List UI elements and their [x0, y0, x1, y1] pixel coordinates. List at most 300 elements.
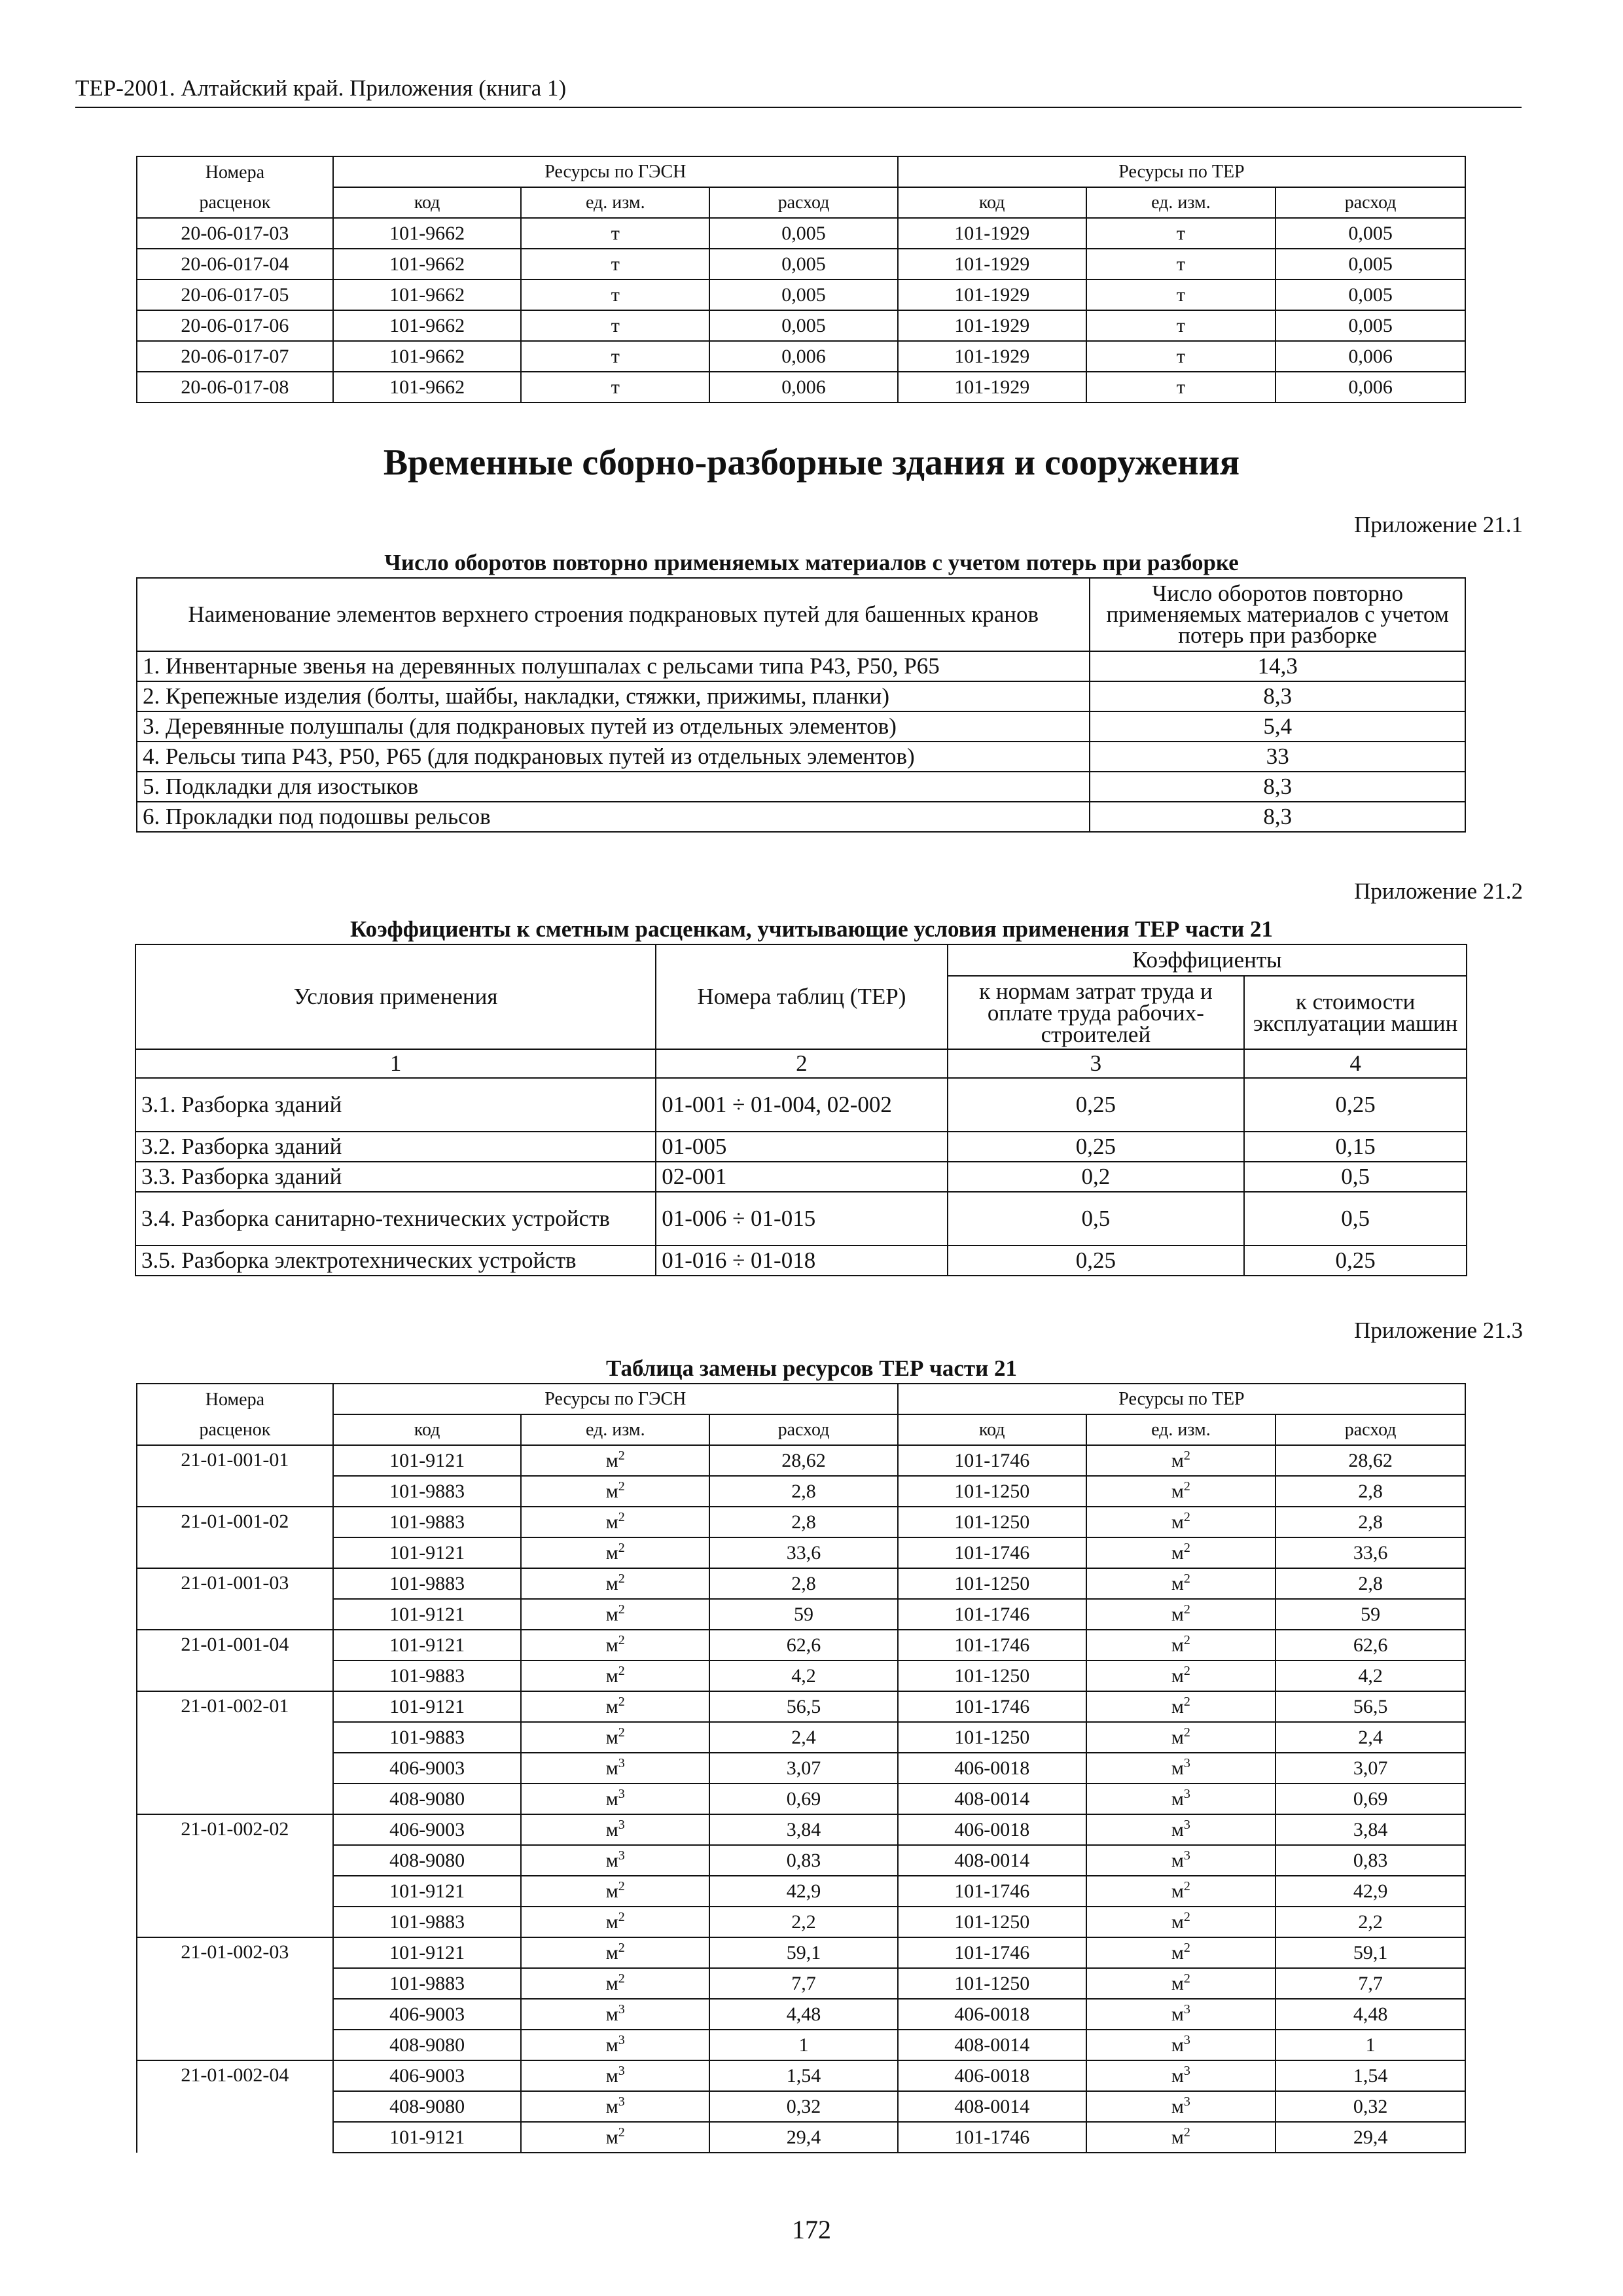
cell-rate-number: [137, 1753, 333, 1784]
table-row: [135, 1132, 1467, 1162]
cell-gesn-code: 101-9883: [333, 1722, 522, 1753]
unit-exponent: 3: [1183, 1756, 1190, 1770]
cell-ter-usage: 28,62: [1275, 1445, 1465, 1476]
cell-ter-code: 101-1929: [898, 279, 1086, 310]
cell-table-numbers: 01-005: [656, 1132, 947, 1162]
cell-ter-usage: 0,005: [1275, 218, 1465, 249]
cell-gesn-unit: т: [521, 372, 709, 403]
cell-ter-usage: 29,4: [1275, 2122, 1465, 2153]
cell-ter-unit: $м^2$: [1086, 1907, 1276, 1937]
unit-exponent: 2: [1183, 1602, 1190, 1617]
cell-gesn-usage: 0,006: [709, 372, 898, 403]
table-row: [137, 1907, 1465, 1937]
col-conditions: Условия применения: [135, 944, 656, 1049]
cell-element-name: 6. Прокладки под подошвы рельсов: [137, 802, 1090, 832]
table-row: [137, 1845, 1465, 1876]
cell-machine-coef: 0,5: [1244, 1192, 1467, 1246]
appendix-label-21-1: Приложение 21.1: [1354, 512, 1523, 537]
cell-element-name: 3. Деревянные полушпалы (для подкрановых путей из отдельных элементов): [137, 711, 1090, 742]
cell-rate-number: [137, 1845, 333, 1876]
cell-ter-unit: $м^2$: [1086, 1568, 1276, 1599]
cell-ter-unit: т: [1086, 249, 1276, 279]
cell-ter-unit: т: [1086, 218, 1276, 249]
cell-ter-unit: т: [1086, 310, 1276, 341]
cell-machine-coef: 0,25: [1244, 1246, 1467, 1276]
cell-gesn-code: 101-9121: [333, 1876, 522, 1907]
cell-ter-code: 101-1250: [898, 1568, 1086, 1599]
col-code-header: код: [898, 1414, 1086, 1445]
cell-rate-number: [137, 2091, 333, 2122]
cell-ter-usage: 4,48: [1275, 1999, 1465, 2030]
unit-exponent: 2: [1183, 1448, 1190, 1463]
cell-gesn-code: 101-9883: [333, 1907, 522, 1937]
cell-rate-number: 21-01-001-01: [137, 1445, 333, 1476]
cell-gesn-unit: т: [521, 310, 709, 341]
unit-exponent: 2: [618, 1541, 625, 1555]
cell-element-name: 2. Крепежные изделия (болты, шайбы, накладки, стяжки, прижимы, планки): [137, 681, 1090, 711]
unit-exponent: 3: [618, 2094, 625, 2109]
cell-gesn-code: 101-9883: [333, 1507, 522, 1537]
cell-ter-unit: $м^2$: [1086, 1445, 1276, 1476]
cell-gesn-unit: $м^2$: [521, 1937, 709, 1968]
unit-exponent: 2: [1183, 1725, 1190, 1740]
cell-gesn-usage: 0,005: [709, 279, 898, 310]
col-number-header: Номера: [137, 1384, 333, 1414]
cell-machine-coef: 0,15: [1244, 1132, 1467, 1162]
unit-exponent: 3: [618, 2033, 625, 2047]
cell-ter-code: 406-0018: [898, 2060, 1086, 2091]
col-number-header-2: расценок: [137, 1414, 333, 1445]
col-num-1: 1: [135, 1049, 656, 1078]
cell-turnover: 8,3: [1090, 772, 1465, 802]
table-row: [137, 651, 1465, 681]
cell-gesn-usage: 0,69: [709, 1784, 898, 1814]
cell-gesn-usage: 7,7: [709, 1968, 898, 1999]
cell-ter-usage: 0,005: [1275, 310, 1465, 341]
cell-gesn-usage: 2,4: [709, 1722, 898, 1753]
cell-gesn-usage: 0,005: [709, 218, 898, 249]
cell-gesn-usage: 1: [709, 2030, 898, 2060]
unit-exponent: 2: [618, 1602, 625, 1617]
cell-gesn-unit: $м^2$: [521, 1476, 709, 1507]
cell-gesn-unit: $м^3$: [521, 1845, 709, 1876]
cell-rate-number: 20-06-017-05: [137, 279, 333, 310]
appendix-caption-21-3: Таблица замены ресурсов ТЕР части 21: [606, 1355, 1017, 1381]
cell-ter-unit: т: [1086, 279, 1276, 310]
cell-element-name: 4. Рельсы типа Р43, Р50, Р65 (для подкрановых путей из отдельных элементов): [137, 742, 1090, 772]
cell-ter-usage: 2,8: [1275, 1476, 1465, 1507]
cell-gesn-usage: 33,6: [709, 1537, 898, 1568]
col-machine-coef: к стоимости эксплуатации машин: [1244, 976, 1467, 1049]
cell-gesn-unit: $м^2$: [521, 1507, 709, 1537]
unit-exponent: 2: [618, 1971, 625, 1986]
col-coefficients: Коэффициенты: [948, 944, 1467, 976]
cell-ter-usage: 2,2: [1275, 1907, 1465, 1937]
cell-ter-unit: $м^2$: [1086, 1599, 1276, 1630]
unit-exponent: 2: [618, 1695, 625, 1709]
table-row: [137, 218, 1465, 249]
cell-ter-usage: 56,5: [1275, 1691, 1465, 1722]
cell-gesn-code: 101-9121: [333, 1599, 522, 1630]
cell-ter-usage: 3,84: [1275, 1814, 1465, 1845]
cell-gesn-unit: $м^2$: [521, 1722, 709, 1753]
cell-ter-unit: $м^3$: [1086, 2060, 1276, 2091]
col-code-header: код: [333, 1414, 522, 1445]
cell-gesn-code: 101-9883: [333, 1568, 522, 1599]
cell-ter-usage: 3,07: [1275, 1753, 1465, 1784]
cell-ter-code: 101-1250: [898, 1476, 1086, 1507]
cell-rate-number: 20-06-017-07: [137, 341, 333, 372]
table-row: [137, 1722, 1465, 1753]
unit-exponent: 3: [618, 1848, 625, 1863]
cell-rate-number: 21-01-001-02: [137, 1507, 333, 1537]
col-usage-header: расход: [709, 1414, 898, 1445]
cell-ter-code: 101-1250: [898, 1722, 1086, 1753]
cell-gesn-unit: т: [521, 341, 709, 372]
unit-exponent: 2: [1183, 1633, 1190, 1647]
cell-turnover: 8,3: [1090, 681, 1465, 711]
table-row: [137, 2122, 1465, 2153]
cell-gesn-code: 101-9662: [333, 310, 522, 341]
cell-gesn-code: 101-9883: [333, 1476, 522, 1507]
cell-gesn-usage: 4,48: [709, 1999, 898, 2030]
cell-gesn-usage: 2,2: [709, 1907, 898, 1937]
cell-ter-code: 101-1929: [898, 372, 1086, 403]
cell-gesn-unit: $м^2$: [521, 1445, 709, 1476]
unit-exponent: 3: [1183, 1787, 1190, 1801]
unit-exponent: 2: [618, 1941, 625, 1955]
section-title: Временные сборно-разборные здания и сооружения: [383, 442, 1240, 483]
unit-exponent: 3: [1183, 2002, 1190, 2017]
cell-rate-number: [137, 1784, 333, 1814]
unit-exponent: 3: [618, 1787, 625, 1801]
unit-exponent: 2: [1183, 1479, 1190, 1494]
cell-gesn-unit: т: [521, 279, 709, 310]
col-unit-header: ед. изм.: [1086, 1414, 1276, 1445]
unit-exponent: 2: [618, 1571, 625, 1586]
cell-ter-code: 101-1746: [898, 1630, 1086, 1660]
table-row: [135, 1162, 1467, 1192]
cell-machine-coef: 0,25: [1244, 1078, 1467, 1132]
cell-ter-unit: $м^2$: [1086, 1968, 1276, 1999]
cell-rate-number: 21-01-002-04: [137, 2060, 333, 2091]
cell-ter-usage: 2,8: [1275, 1568, 1465, 1599]
table-row: [137, 1599, 1465, 1630]
cell-condition: 3.4. Разборка санитарно-технических устройств: [135, 1192, 656, 1246]
cell-gesn-code: 101-9121: [333, 1691, 522, 1722]
cell-gesn-unit: $м^3$: [521, 1814, 709, 1845]
unit-exponent: 2: [1183, 1695, 1190, 1709]
cell-gesn-usage: 28,62: [709, 1445, 898, 1476]
cell-gesn-unit: $м^2$: [521, 1537, 709, 1568]
cell-gesn-unit: $м^3$: [521, 1753, 709, 1784]
table-row: [137, 681, 1465, 711]
cell-rate-number: [137, 1660, 333, 1691]
cell-gesn-code: 101-9121: [333, 2122, 522, 2153]
cell-gesn-code: 101-9662: [333, 341, 522, 372]
resource-table-20: [136, 156, 1466, 403]
cell-ter-unit: $м^2$: [1086, 1630, 1276, 1660]
cell-ter-code: 101-1929: [898, 249, 1086, 279]
cell-ter-usage: 62,6: [1275, 1630, 1465, 1660]
cell-ter-unit: $м^2$: [1086, 1507, 1276, 1537]
cell-ter-unit: $м^2$: [1086, 1476, 1276, 1507]
cell-ter-unit: $м^3$: [1086, 1753, 1276, 1784]
cell-gesn-unit: т: [521, 249, 709, 279]
cell-rate-number: [137, 1476, 333, 1507]
table-row: [137, 2060, 1465, 2091]
cell-rate-number: 21-01-001-03: [137, 1568, 333, 1599]
table-row: [137, 1968, 1465, 1999]
unit-exponent: 2: [618, 1448, 625, 1463]
col-number-header-2: расценок: [137, 187, 333, 218]
cell-ter-unit: $м^2$: [1086, 1660, 1276, 1691]
table-row: [137, 1568, 1465, 1599]
cell-gesn-usage: 3,84: [709, 1814, 898, 1845]
unit-exponent: 3: [618, 2002, 625, 2017]
cell-labor-coef: 0,5: [948, 1192, 1245, 1246]
cell-table-numbers: 02-001: [656, 1162, 947, 1192]
cell-ter-code: 406-0018: [898, 1814, 1086, 1845]
unit-exponent: 3: [1183, 2064, 1190, 2078]
turnover-table: [136, 577, 1466, 833]
cell-gesn-usage: 42,9: [709, 1876, 898, 1907]
cell-gesn-usage: 29,4: [709, 2122, 898, 2153]
table-row: [137, 1753, 1465, 1784]
resource-table-21: [136, 1383, 1466, 2153]
cell-gesn-code: 101-9121: [333, 1630, 522, 1660]
cell-gesn-code: 408-9080: [333, 2030, 522, 2060]
cell-ter-unit: $м^2$: [1086, 1937, 1276, 1968]
cell-gesn-code: 101-9662: [333, 279, 522, 310]
unit-exponent: 3: [1183, 2094, 1190, 2109]
unit-exponent: 2: [618, 1725, 625, 1740]
cell-gesn-code: 101-9662: [333, 372, 522, 403]
cell-ter-usage: 0,005: [1275, 249, 1465, 279]
cell-ter-unit: $м^3$: [1086, 1784, 1276, 1814]
appendix-caption-21-1: Число оборотов повторно применяемых материалов с учетом потерь при разборке: [384, 550, 1239, 575]
table-row: [137, 1476, 1465, 1507]
table-row: [137, 1537, 1465, 1568]
col-unit-header: ед. изм.: [521, 187, 709, 218]
cell-gesn-unit: $м^3$: [521, 2060, 709, 2091]
cell-ter-code: 101-1250: [898, 1907, 1086, 1937]
table-row: [137, 310, 1465, 341]
cell-gesn-code: 406-9003: [333, 1814, 522, 1845]
col-number-header: Номера: [137, 156, 333, 187]
cell-gesn-usage: 0,005: [709, 249, 898, 279]
unit-exponent: 3: [1183, 1818, 1190, 1832]
cell-ter-code: 408-0014: [898, 2030, 1086, 2060]
cell-gesn-code: 408-9080: [333, 1845, 522, 1876]
unit-exponent: 2: [1183, 1910, 1190, 1924]
cell-ter-usage: 1: [1275, 2030, 1465, 2060]
cell-turnover: 33: [1090, 742, 1465, 772]
cell-ter-code: 101-1250: [898, 1507, 1086, 1537]
unit-exponent: 2: [618, 1664, 625, 1678]
cell-element-name: 1. Инвентарные звенья на деревянных полушпалах с рельсами типа Р43, Р50, Р65: [137, 651, 1090, 681]
cell-ter-usage: 7,7: [1275, 1968, 1465, 1999]
cell-ter-code: 101-1250: [898, 1660, 1086, 1691]
cell-ter-code: 408-0014: [898, 1784, 1086, 1814]
cell-gesn-usage: 0,32: [709, 2091, 898, 2122]
table-row: [137, 1784, 1465, 1814]
table-row: [137, 1999, 1465, 2030]
cell-condition: 3.2. Разборка зданий: [135, 1132, 656, 1162]
table-row: [135, 1246, 1467, 1276]
cell-gesn-unit: $м^2$: [521, 1691, 709, 1722]
cell-gesn-unit: $м^3$: [521, 2030, 709, 2060]
cell-gesn-unit: $м^2$: [521, 1968, 709, 1999]
cell-gesn-code: 406-9003: [333, 1999, 522, 2030]
unit-exponent: 2: [618, 1479, 625, 1494]
cell-machine-coef: 0,5: [1244, 1162, 1467, 1192]
col-ter-header: Ресурсы по ТЕР: [898, 1384, 1465, 1414]
unit-exponent: 2: [618, 1879, 625, 1893]
table-row: [137, 1630, 1465, 1660]
unit-exponent: 2: [1183, 1664, 1190, 1678]
unit-exponent: 2: [1183, 1879, 1190, 1893]
col-gesn-header: Ресурсы по ГЭСН: [333, 156, 898, 187]
appendix-label-21-3: Приложение 21.3: [1354, 1318, 1523, 1343]
cell-turnover: 14,3: [1090, 651, 1465, 681]
cell-gesn-code: 406-9003: [333, 2060, 522, 2091]
unit-exponent: 2: [618, 1910, 625, 1924]
col-usage-header: расход: [1275, 1414, 1465, 1445]
unit-exponent: 3: [618, 1756, 625, 1770]
coefficients-table: [135, 944, 1467, 1276]
cell-gesn-usage: 62,6: [709, 1630, 898, 1660]
cell-gesn-unit: $м^2$: [521, 1630, 709, 1660]
table-row: [137, 1937, 1465, 1968]
cell-rate-number: 21-01-002-01: [137, 1691, 333, 1722]
col-unit-header: ед. изм.: [1086, 187, 1276, 218]
col-num-4: 4: [1244, 1049, 1467, 1078]
cell-rate-number: [137, 1876, 333, 1907]
cell-ter-unit: $м^3$: [1086, 1845, 1276, 1876]
unit-exponent: 2: [1183, 1510, 1190, 1524]
cell-labor-coef: 0,2: [948, 1162, 1245, 1192]
table-row: [137, 341, 1465, 372]
cell-gesn-code: 101-9662: [333, 218, 522, 249]
cell-gesn-code: 101-9121: [333, 1937, 522, 1968]
cell-gesn-usage: 3,07: [709, 1753, 898, 1784]
cell-gesn-code: 406-9003: [333, 1753, 522, 1784]
cell-labor-coef: 0,25: [948, 1246, 1245, 1276]
cell-rate-number: 20-06-017-03: [137, 218, 333, 249]
cell-rate-number: 21-01-002-03: [137, 1937, 333, 1968]
cell-gesn-usage: 0,83: [709, 1845, 898, 1876]
cell-gesn-usage: 0,005: [709, 310, 898, 341]
cell-ter-unit: $м^3$: [1086, 2030, 1276, 2060]
unit-exponent: 3: [618, 2064, 625, 2078]
cell-gesn-code: 408-9080: [333, 2091, 522, 2122]
cell-ter-unit: $м^2$: [1086, 1691, 1276, 1722]
cell-ter-unit: $м^2$: [1086, 1537, 1276, 1568]
cell-ter-code: 406-0018: [898, 1753, 1086, 1784]
table-row: [137, 1814, 1465, 1845]
cell-rate-number: 20-06-017-08: [137, 372, 333, 403]
cell-gesn-usage: 0,006: [709, 341, 898, 372]
cell-labor-coef: 0,25: [948, 1132, 1245, 1162]
table-row: [137, 372, 1465, 403]
cell-rate-number: 21-01-002-02: [137, 1814, 333, 1845]
cell-gesn-unit: $м^2$: [521, 1907, 709, 1937]
table-row: [137, 1507, 1465, 1537]
cell-gesn-unit: $м^2$: [521, 2122, 709, 2153]
cell-table-numbers: 01-006 ÷ 01-015: [656, 1192, 947, 1246]
cell-rate-number: 20-06-017-06: [137, 310, 333, 341]
col-labor-coef: к нормам затрат труда и оплате труда рабочих-строителей: [948, 976, 1245, 1049]
cell-gesn-code: 101-9121: [333, 1445, 522, 1476]
table-row: [137, 1660, 1465, 1691]
unit-exponent: 2: [618, 2125, 625, 2140]
unit-exponent: 2: [618, 1633, 625, 1647]
col-usage-header: расход: [1275, 187, 1465, 218]
cell-gesn-usage: 4,2: [709, 1660, 898, 1691]
unit-exponent: 3: [1183, 2033, 1190, 2047]
cell-turnover: 8,3: [1090, 802, 1465, 832]
cell-gesn-unit: $м^3$: [521, 1999, 709, 2030]
cell-ter-usage: 0,83: [1275, 1845, 1465, 1876]
cell-table-numbers: 01-001 ÷ 01-004, 02-002: [656, 1078, 947, 1132]
cell-gesn-code: 101-9121: [333, 1537, 522, 1568]
col-num-2: 2: [656, 1049, 947, 1078]
unit-exponent: 2: [1183, 1971, 1190, 1986]
cell-gesn-usage: 59,1: [709, 1937, 898, 1968]
table-row: [137, 2091, 1465, 2122]
cell-ter-code: 101-1746: [898, 1691, 1086, 1722]
cell-ter-usage: 59,1: [1275, 1937, 1465, 1968]
cell-ter-code: 101-1746: [898, 1537, 1086, 1568]
table-row: [137, 1445, 1465, 1476]
cell-rate-number: 21-01-001-04: [137, 1630, 333, 1660]
cell-ter-usage: 4,2: [1275, 1660, 1465, 1691]
cell-element-name: 5. Подкладки для изостыков: [137, 772, 1090, 802]
cell-ter-unit: $м^2$: [1086, 1722, 1276, 1753]
cell-ter-usage: 0,006: [1275, 341, 1465, 372]
col-element-name: Наименование элементов верхнего строения подкрановых путей для башенных кранов: [137, 578, 1090, 651]
cell-condition: 3.5. Разборка электротехнических устройств: [135, 1246, 656, 1276]
cell-ter-usage: 2,8: [1275, 1507, 1465, 1537]
cell-ter-code: 406-0018: [898, 1999, 1086, 2030]
cell-gesn-usage: 59: [709, 1599, 898, 1630]
cell-rate-number: 20-06-017-04: [137, 249, 333, 279]
table-row: [137, 802, 1465, 832]
cell-ter-code: 101-1250: [898, 1968, 1086, 1999]
cell-rate-number: [137, 2122, 333, 2153]
table-row: [137, 772, 1465, 802]
appendix-label-21-2: Приложение 21.2: [1354, 878, 1523, 904]
cell-gesn-unit: т: [521, 218, 709, 249]
cell-ter-usage: 59: [1275, 1599, 1465, 1630]
cell-rate-number: [137, 2030, 333, 2060]
cell-gesn-unit: $м^2$: [521, 1660, 709, 1691]
unit-exponent: 3: [618, 1818, 625, 1832]
appendix-caption-21-2: Коэффициенты к сметным расценкам, учитывающие условия применения ТЕР части 21: [350, 916, 1273, 942]
col-unit-header: ед. изм.: [521, 1414, 709, 1445]
cell-ter-code: 101-1746: [898, 1445, 1086, 1476]
cell-rate-number: [137, 1599, 333, 1630]
col-num-3: 3: [948, 1049, 1245, 1078]
cell-ter-unit: $м^2$: [1086, 1876, 1276, 1907]
cell-labor-coef: 0,25: [948, 1078, 1245, 1132]
unit-exponent: 2: [1183, 1941, 1190, 1955]
cell-ter-unit: $м^3$: [1086, 1999, 1276, 2030]
cell-ter-usage: 0,006: [1275, 372, 1465, 403]
cell-gesn-unit: $м^3$: [521, 1784, 709, 1814]
cell-turnover: 5,4: [1090, 711, 1465, 742]
